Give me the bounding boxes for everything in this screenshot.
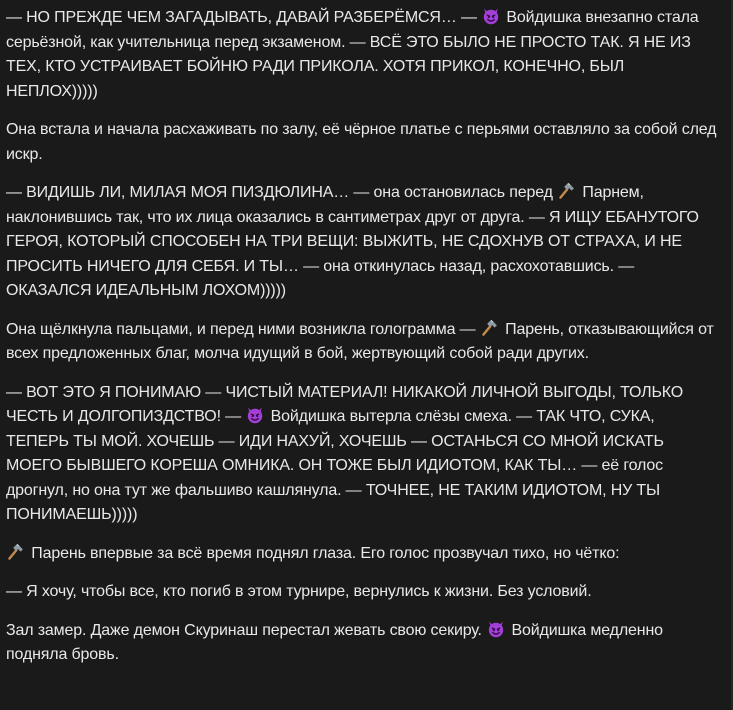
- paragraph-text: — Я хочу, чтобы все, кто погиб в этом турнире, вернулись к жизни. Без условий.: [6, 583, 592, 600]
- hammer-emoji-icon: [7, 543, 25, 561]
- paragraph: [6, 381, 719, 528]
- paragraph: [6, 118, 719, 167]
- paragraph: [6, 6, 719, 104]
- paragraph-text: Войдишка медленно подняла бровь.: [6, 621, 663, 663]
- paragraph-text: Войдишка внезапно стала серьёзной, как учительница перед экзаменом. — ВСЁ ЭТО БЫЛО НЕ ПРОСТО ТАК. Я НЕ ИЗ ТЕХ, КТО УСТРАИВАЕТ БОЙНЮ РАДИ ПРИКОЛА. ХОТЯ ПРИКОЛ, КОНЕЧНО, БЫЛ НЕПЛОХ))))): [6, 9, 699, 100]
- devil-emoji-icon: [487, 620, 505, 638]
- paragraph-text: — ВОТ ЭТО Я ПОНИМАЮ — ЧИСТЫЙ МАТЕРИАЛ! НИКАКОЙ ЛИЧНОЙ ВЫГОДЫ, ТОЛЬКО ЧЕСТЬ И ДОЛГОПИЗДСТВО! —: [6, 383, 684, 425]
- paragraph-text: Войдишка вытерла слёзы смеха. — ТАК ЧТО, СУКА, ТЕПЕРЬ ТЫ МОЙ. ХОЧЕШЬ — ИДИ НАХУЙ, ХОЧЕШЬ — ОСТАНЬСЯ СО МНОЙ ИСКАТЬ МОЕГО БЫВШЕГО КОРЕША ОМНИКА. ОН ТОЖЕ БЫЛ ИДИОТОМ, КАК ТЫ… — её голос дрогнул, но она тут же фальшиво кашлянула. — ТОЧНЕЕ, НЕ ТАКИМ ИДИОТОМ, НУ ТЫ ПОНИМАЕШЬ))))): [6, 408, 664, 523]
- devil-emoji-icon: [482, 7, 500, 25]
- paragraph-text: Она щёлкнула пальцами, и перед ними возникла голограмма —: [6, 320, 480, 338]
- paragraph: [6, 181, 719, 304]
- paragraph: [6, 619, 719, 668]
- paragraph-text: Парнем, наклонившись так, что их лица оказались в сантиметрах друг от друга. — Я ИЩУ ЕБАНУТОГО ГЕРОЯ, КОТОРЫЙ СПОСОБЕН НА ТРИ ВЕЩИ: ВЫЖИТЬ, НЕ СДОХНУВ ОТ СТРАХА, И НЕ ПРОСИТЬ НИЧЕГО ДЛЯ СЕБЯ. И ТЫ… — она откинулась назад, расхохотавшись. — ОКАЗАЛСЯ ИДЕАЛЬНЫМ ЛОХОМ))))): [6, 184, 699, 299]
- paragraph: [6, 542, 719, 567]
- paragraph-text: Парень, отказывающийся от всех предложенных благ, молча идущий в бой, жертвующий собой ради других.: [6, 320, 714, 362]
- paragraph-text: — ВИДИШЬ ЛИ, МИЛАЯ МОЯ ПИЗДЮЛИНА… — она остановилась перед: [6, 184, 558, 201]
- paragraph-text: Зал замер. Даже демон Скуринаш перестал жевать свою секиру.: [6, 621, 487, 639]
- devil-emoji-icon: [246, 406, 264, 424]
- paragraph-text: — НО ПРЕЖДЕ ЧЕМ ЗАГАДЫВАТЬ, ДАВАЙ РАЗБЕРЁМСЯ… —: [6, 9, 482, 26]
- paragraph: [6, 580, 719, 605]
- hammer-emoji-icon: [558, 182, 576, 200]
- hammer-emoji-icon: [481, 319, 499, 337]
- paragraph: [6, 318, 719, 367]
- paragraph-text: Она встала и начала расхаживать по залу, её чёрное платье с перьями оставляло за собой след искр.: [6, 121, 717, 163]
- paragraph-text: Парень впервые за всё время поднял глаза. Его голос прозвучал тихо, но чётко:: [31, 544, 620, 562]
